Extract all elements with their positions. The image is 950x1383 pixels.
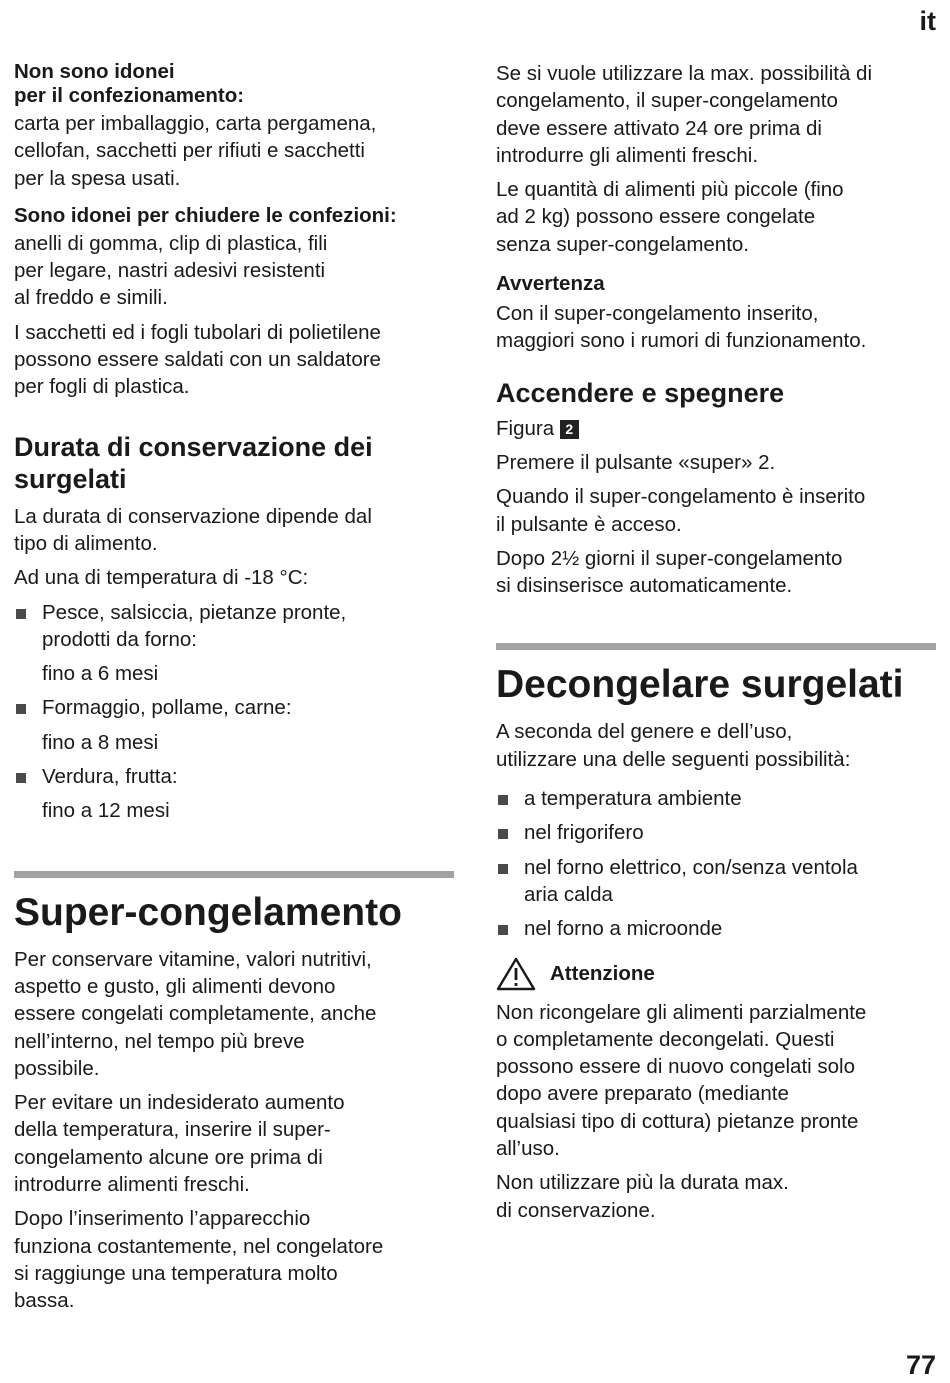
packaging-unsuitable-text: carta per imballaggio, carta pergamena, cellofan, sacchetti per rifiuti e sacchetti per la spesa usati. [14, 112, 377, 190]
list-item-duration: fino a 6 mesi [42, 662, 159, 686]
section-divider [496, 643, 936, 650]
figure-number-badge: 2 [560, 420, 579, 439]
duration-intro: La durata di conservazione dipende dal tipo di alimento. [14, 504, 372, 555]
button-lit-text: Quando il super-congelamento è inserito il pulsante è acceso. [496, 485, 866, 536]
list-item-text: nel forno elettrico, con/senza ventola aria calda [524, 855, 858, 906]
list-item-duration: fino a 8 mesi [42, 730, 159, 754]
list-item [14, 763, 454, 790]
super-freeze-heading: Super-congelamento [14, 890, 402, 934]
temperature-text: Ad una di temperatura di -18 °C: [14, 566, 309, 590]
bags-text: I sacchetti ed i fogli tubolari di polietilene possono essere saldati con un saldatore per fogli di plastica. [14, 320, 381, 399]
list-item-text: a temperatura ambiente [524, 787, 742, 811]
max-freeze-text: Se si vuole utilizzare la max. possibilità di congelamento, il super-congelamento deve essere attivato 24 ore prima di introdurre gli alimenti freschi. [496, 62, 872, 167]
closing-suitable-title: Sono idonei per chiudere le confezioni: [14, 203, 397, 227]
list-item-text: Verdura, frutta: [42, 765, 178, 789]
language-code: it [919, 6, 936, 36]
packaging-unsuitable-title: Non sono idonei per il confezionamento: [14, 60, 245, 107]
list-item-text: nel forno a microonde [524, 917, 723, 941]
note-title: Avvertenza [496, 272, 605, 296]
super-freeze-p2: Per evitare un indesiderato aumento della temperatura, inserire il super- congelamento alcune ore prima di introdurre alimenti freschi. [14, 1091, 345, 1197]
bullet-square-icon [498, 925, 508, 935]
thaw-heading: Decongelare surgelati [496, 663, 904, 707]
auto-off-text: Dopo 2½ giorni il super-congelamento si disinserisce automaticamente. [496, 546, 843, 598]
page-number: 77 [905, 1350, 936, 1380]
note-text: Con il super-congelamento inserito, maggiori sono i rumori di funzionamento. [496, 302, 867, 353]
list-item-duration: fino a 12 mesi [42, 799, 170, 823]
duration-heading: Durata di conservazione dei surgelati [14, 431, 373, 494]
list-item [496, 785, 936, 812]
list-item-text: Formaggio, pollame, carne: [42, 696, 292, 720]
figure-reference [496, 415, 936, 442]
list-item [14, 694, 454, 721]
thaw-intro: A seconda del genere e dell’uso, utilizzare una delle seguenti possibilità: [496, 720, 851, 771]
bullet-square-icon [498, 829, 508, 839]
bullet-square-icon [498, 795, 508, 805]
list-item [496, 915, 936, 942]
super-freeze-p3: Dopo l’inserimento l’apparecchio funziona costantemente, nel congelatore si raggiunge una temperatura molto bassa. [14, 1207, 384, 1313]
list-item [14, 599, 454, 654]
bullet-square-icon [16, 704, 26, 714]
bullet-square-icon [16, 773, 26, 783]
figure-label: Figura [496, 416, 555, 440]
final-text: Non utilizzare più la durata max. di conservazione. [496, 1171, 789, 1222]
list-item [496, 819, 936, 846]
caution-title: Attenzione [550, 961, 655, 985]
list-item [496, 854, 936, 909]
caution-text: Non ricongelare gli alimenti parzialmente o completamente decongelati. Questi possono essere di nuovo congelati solo dopo avere preparato (mediante qualsiasi tipo di cottura) pietanze pronte all’uso. [496, 1000, 867, 1161]
caution-title-row [496, 957, 936, 991]
closing-suitable-text: anelli di gomma, clip di plastica, fili per legare, nastri adesivi resistenti al freddo e simili. [14, 231, 328, 310]
bullet-square-icon [498, 864, 508, 874]
bullet-square-icon [16, 609, 26, 619]
on-off-heading: Accendere e spegnere [496, 377, 785, 408]
left-column [14, 60, 454, 1322]
small-quantity-text: Le quantità di alimenti più piccole (fino ad 2 kg) possono essere congelate senza super-congelamento. [496, 178, 844, 256]
section-divider [14, 871, 454, 878]
warning-triangle-icon [496, 957, 536, 991]
list-item-text: Pesce, salsiccia, pietanze pronte, prodotti da forno: [42, 600, 347, 651]
right-column [496, 60, 936, 1231]
press-button-text: Premere il pulsante «super» 2. [496, 450, 776, 474]
duration-list [14, 599, 454, 825]
super-freeze-p1: Per conservare vitamine, valori nutritivi, aspetto e gusto, gli alimenti devono essere congelati completamente, anche nell’interno, nel tempo più breve possibile. [14, 947, 377, 1080]
thaw-list [496, 785, 936, 942]
list-item-text: nel frigorifero [524, 821, 644, 845]
